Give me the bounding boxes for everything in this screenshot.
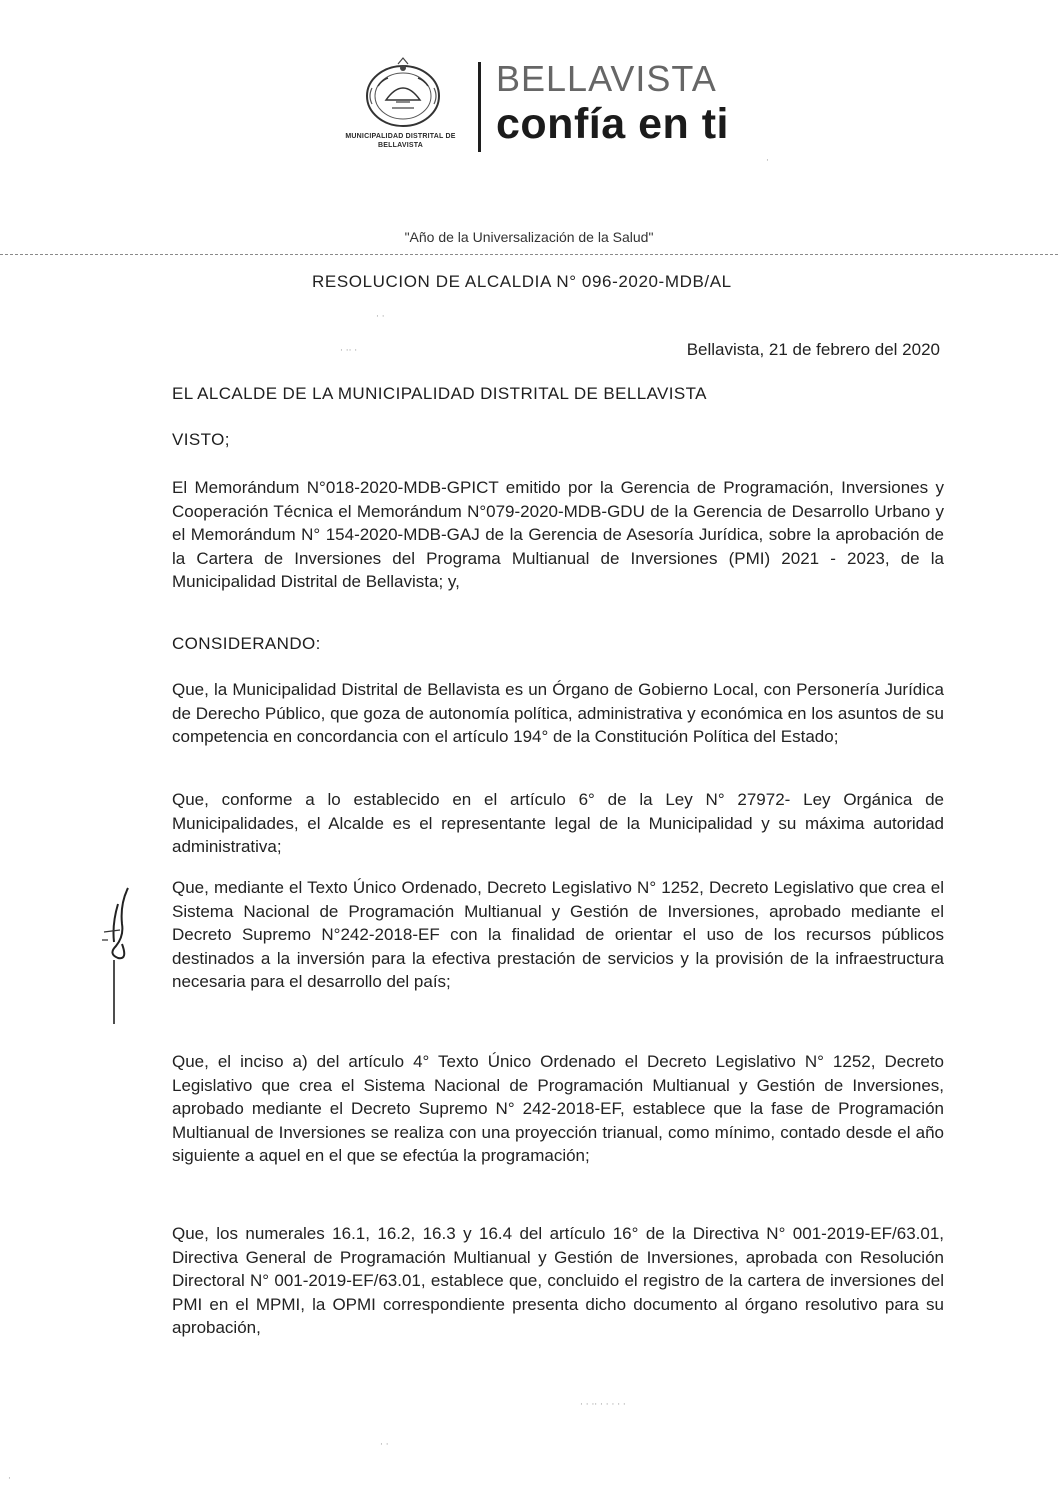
scan-artifact: · [8,1474,11,1484]
brand-name: BELLAVISTA [496,58,717,99]
year-motto: "Año de la Universalización de la Salud" [404,229,654,245]
scan-artifact: · · ·· · · · · · [580,1400,626,1410]
scan-artifact: · · [380,1440,389,1450]
resolution-date: Bellavista, 21 de febrero del 2020 [686,340,940,359]
considerando-paragraph: Que, los numerales 16.1, 16.2, 16.3 y 16.4 del artículo 16° de la Directiva N° 001-2019-EF/63.01, Directiva General de Programación Multianual y Gestión de Inversiones, aprobada con Resolución Directoral N° 001-2019-EF/63.01, establece que, concluido el registro de la cartera de inversiones del PMI en el MPMI, la OPMI correspondiente presenta dicho documento al órgano resolutivo para su aprobación, [172,1224,944,1338]
considerando-paragraph: Que, el inciso a) del artículo 4° Texto Único Ordenado el Decreto Legislativo N° 1252, Decreto Legislativo que crea el Sistema Nacional de Programación Multianual y Gestión de Inversiones, aprobado mediante el Decreto Supremo N° 242-2018-EF, establece que la fase de Programación Multianual de Inversiones se realiza con una proyección trianual, como mínimo, contado desde el año siguiente a aquel en el que se efectúa la programación; [172,1052,944,1166]
considerando-paragraph: Que, la Municipalidad Distrital de Bellavista es un Órgano de Gobierno Local, con Personería Jurídica de Derecho Público, que goza de autonomía política, administrativa y económica en los asuntos de su competencia en concordancia con el artículo 194° de la Constitución Política del Estado; [172,680,944,747]
letterhead [330,44,760,164]
municipal-seal-icon [358,56,448,134]
scan-artifact: · [766,156,769,166]
considerando-paragraph: Que, mediante el Texto Único Ordenado, Decreto Legislativo N° 1252, Decreto Legislativo que crea el Sistema Nacional de Programación Multianual y Gestión de Inversiones, aprobado mediante el Decreto Supremo N°242-2018-EF con la finalidad de orientar el uso de los recursos públicos destinados a la inversión para la efectiva prestación de servicios y la provisión de la infraestructura necesaria para el desarrollo del país; [172,878,944,992]
considerando-heading: CONSIDERANDO: [172,634,321,653]
visto-paragraph: El Memorándum N°018-2020-MDB-GPICT emitido por la Gerencia de Programación, Inversiones y Cooperación Técnica el Memorándum N°079-2020-MDB-GDU de la Gerencia de Desarrollo Urbano y el Memorándum N° 154-2020-MDB-GAJ de la Gerencia de Asesoría Jurídica, sobre la aprobación de la Cartera de Inversiones del Programa Multianual de Inversiones (PMI) 2021 - 2023, de la Municipalidad Distrital de Bellavista; y, [172,478,944,592]
visto-heading: VISTO; [172,430,230,449]
issuing-authority: EL ALCALDE DE LA MUNICIPALIDAD DISTRITAL DE BELLAVISTA [172,384,707,403]
brand-tagline: confía en ti [496,100,729,148]
header-divider [478,62,481,152]
header-rule [0,254,1058,255]
resolution-title: RESOLUCION DE ALCALDIA N° 096-2020-MDB/AL [312,272,732,291]
scan-artifact: · · [376,312,385,322]
seal-caption: MUNICIPALIDAD DISTRITAL DE BELLAVISTA [345,133,456,149]
scan-artifact: · ·· · [340,346,358,356]
handwritten-initials-icon [98,884,148,1034]
considerando-paragraph: Que, conforme a lo establecido en el artículo 6° de la Ley N° 27972- Ley Orgánica de Municipalidades, el Alcalde es el representante legal de la Municipalidad y su máxima autoridad administrativa; [172,790,944,857]
